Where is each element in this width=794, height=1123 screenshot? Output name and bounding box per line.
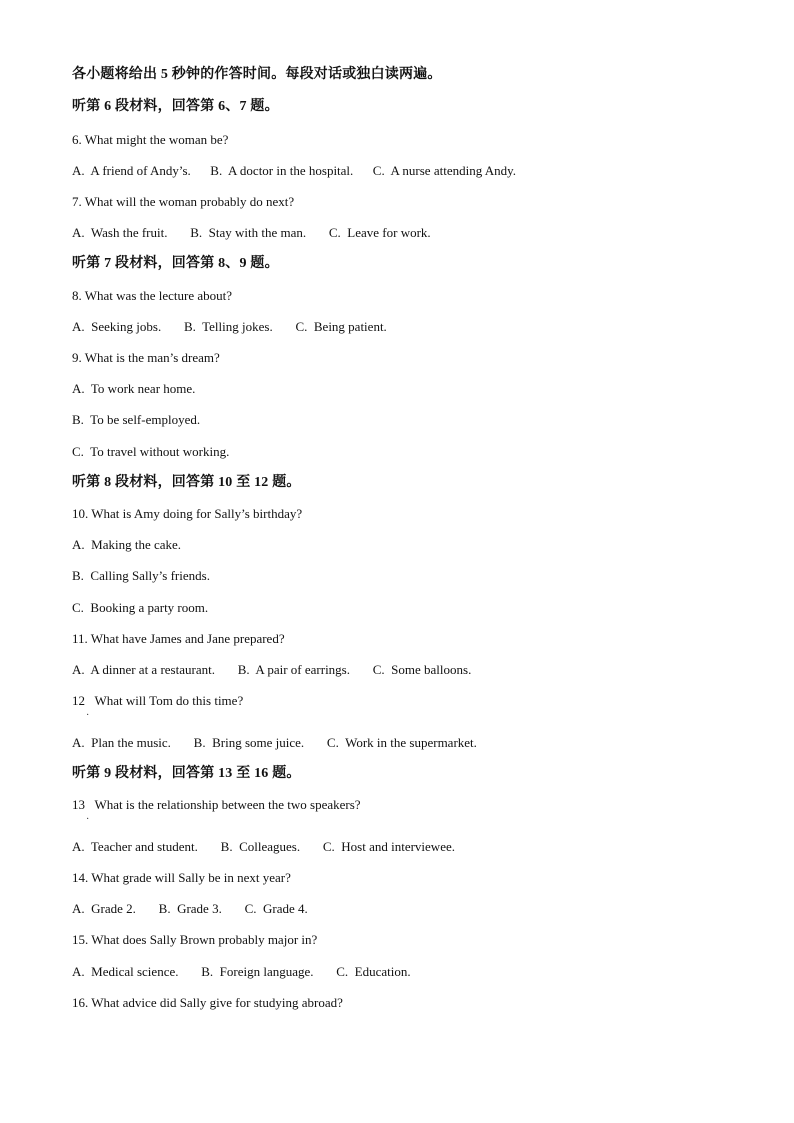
question-15: 15. What does Sally Brown probably major in? bbox=[72, 932, 318, 947]
question-9-option-a: A. To work near home. bbox=[72, 381, 196, 396]
question-11: 11. What have James and Jane prepared? bbox=[72, 631, 285, 646]
question-10-option-a: A. Making the cake. bbox=[72, 537, 182, 552]
question-12-dot: · bbox=[86, 710, 90, 721]
question-11-options: A. A dinner at a restaurant. B. A pair of earrings. C. Some balloons. bbox=[72, 662, 472, 677]
question-10: 10. What is Amy doing for Sally’s birthday? bbox=[72, 506, 303, 521]
section-heading-6: 听第 6 段材料，回答第 6、7 题。 bbox=[72, 99, 279, 114]
question-13-options: A. Teacher and student. B. Colleagues. C. Host and interviewee. bbox=[72, 839, 455, 854]
question-9: 9. What is the man’s dream? bbox=[72, 350, 220, 365]
question-9-option-b: B. To be self-employed. bbox=[72, 412, 201, 427]
question-13: 13 What is the relationship between the two speakers? bbox=[72, 797, 361, 812]
question-10-option-c: C. Booking a party room. bbox=[72, 600, 209, 615]
section-heading-9: 听第 9 段材料，回答第 13 至 16 题。 bbox=[72, 766, 301, 781]
question-8-options: A. Seeking jobs. B. Telling jokes. C. Being patient. bbox=[72, 319, 387, 334]
question-8: 8. What was the lecture about? bbox=[72, 288, 233, 303]
question-12: 12 What will Tom do this time? bbox=[72, 693, 244, 708]
question-13-dot: · bbox=[86, 814, 90, 825]
question-9-option-c: C. To travel without working. bbox=[72, 444, 230, 459]
question-12-options: A. Plan the music. B. Bring some juice. C. Work in the supermarket. bbox=[72, 735, 477, 750]
instruction-text: 各小题将给出 5 秒钟的作答时间。每段对话或独白读两遍。 bbox=[72, 67, 442, 82]
question-6-options: A. A friend of Andy’s. B. A doctor in the hospital. C. A nurse attending Andy. bbox=[72, 163, 517, 178]
question-16: 16. What advice did Sally give for studying abroad? bbox=[72, 995, 343, 1010]
question-7-options: A. Wash the fruit. B. Stay with the man. C. Leave for work. bbox=[72, 225, 431, 240]
question-10-option-b: B. Calling Sally’s friends. bbox=[72, 568, 210, 583]
question-14: 14. What grade will Sally be in next year? bbox=[72, 870, 291, 885]
section-heading-7: 听第 7 段材料，回答第 8、9 题。 bbox=[72, 256, 279, 271]
question-6: 6. What might the woman be? bbox=[72, 132, 229, 147]
question-15-options: A. Medical science. B. Foreign language. C. Education. bbox=[72, 964, 411, 979]
question-7: 7. What will the woman probably do next? bbox=[72, 194, 295, 209]
section-heading-8: 听第 8 段材料，回答第 10 至 12 题。 bbox=[72, 475, 301, 490]
question-14-options: A. Grade 2. B. Grade 3. C. Grade 4. bbox=[72, 901, 308, 916]
